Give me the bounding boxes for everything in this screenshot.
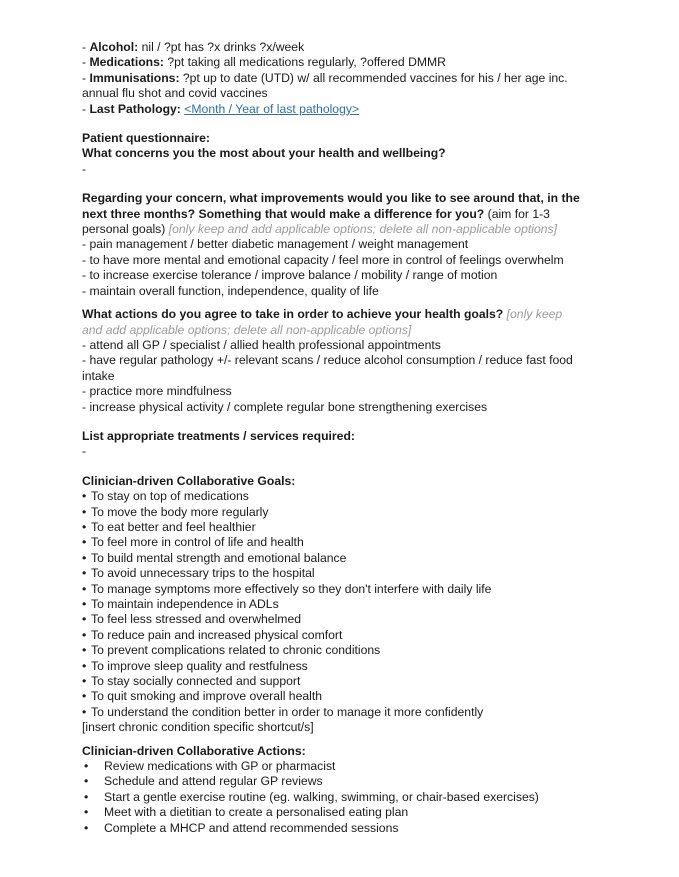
improve-option: - maintain overall function, independence, quality of life xyxy=(82,283,379,298)
bullet-icon: • xyxy=(82,504,87,519)
immunisations-cont: annual flu shot and covid vaccines xyxy=(82,86,268,101)
actions-note-1: [only keep xyxy=(503,307,563,322)
action-item: • Review medications with GP or pharmacist xyxy=(84,759,336,774)
actions-question: What actions do you agree to take in order to achieve your health goals? xyxy=(82,307,504,322)
goal-item: • To move the body more regularly xyxy=(82,504,269,519)
goals-heading: Clinician-driven Collaborative Goals: xyxy=(82,473,296,488)
medications-line: - Medications: ?pt taking all medications regularly, ?offered DMMR xyxy=(82,55,446,70)
improve-aim-1: (aim for 1-3 xyxy=(484,206,550,221)
bullet-icon: • xyxy=(82,643,87,658)
concern-question: What concerns you the most about your health and wellbeing? xyxy=(82,146,446,161)
actions-option: - practice more mindfulness xyxy=(82,384,232,399)
bullet-icon: • xyxy=(84,759,89,774)
bullet-icon: • xyxy=(82,612,87,627)
goal-item: • To stay socially connected and support xyxy=(82,674,301,689)
goal-item: • To stay on top of medications xyxy=(82,489,249,504)
improve-option: - to have more mental and emotional capacity / feel more in control of feelings overwhelm xyxy=(82,252,564,267)
action-item: • Start a gentle exercise routine (eg. walking, swimming, or chair-based exercises) xyxy=(84,789,539,804)
goal-item: • To feel more in control of life and health xyxy=(82,535,304,550)
pathology-line: - Last Pathology: <Month / Year of last pathology> xyxy=(82,101,360,116)
alcohol-line: - Alcohol: nil / ?pt has ?x drinks ?x/week xyxy=(82,40,305,54)
bullet-icon: • xyxy=(84,805,89,820)
improve-question-line-2 xyxy=(82,207,639,222)
bullet-icon: • xyxy=(84,820,89,835)
alcohol-value: nil / ?pt has ?x drinks ?x/week xyxy=(138,40,305,54)
bullet-icon: • xyxy=(82,550,87,565)
improve-aim-line xyxy=(82,222,639,237)
bullet-icon: • xyxy=(82,627,87,642)
action-item: • Meet with a dietitian to create a personalised eating plan xyxy=(84,805,409,820)
bullet-icon: • xyxy=(82,704,87,719)
improve-option: - to increase exercise tolerance / improve balance / mobility / range of motion xyxy=(82,268,498,283)
goal-item: • To eat better and feel healthier xyxy=(82,519,256,534)
actions-heading: Clinician-driven Collaborative Actions: xyxy=(82,743,306,758)
actions-option: - increase physical activity / complete regular bone strengthening exercises xyxy=(82,399,488,414)
bullet-icon: • xyxy=(84,774,89,789)
bullet-icon: • xyxy=(82,535,87,550)
goal-item: • To maintain independence in ADLs xyxy=(82,597,279,611)
goal-item: • To avoid unnecessary trips to the hospital xyxy=(82,566,315,581)
bullet-icon: • xyxy=(82,566,87,581)
bullet-icon: • xyxy=(82,519,87,534)
goal-item: • To build mental strength and emotional balance xyxy=(82,550,347,565)
improve-question-1: Regarding your concern, what improvements would you like to see around that, in the xyxy=(82,191,580,206)
action-item: • Complete a MHCP and attend recommended sessions xyxy=(84,820,399,835)
actions-list xyxy=(82,759,639,836)
goal-item: • To understand the condition better in order to manage it more confidently xyxy=(82,704,484,719)
medications-value: ?pt taking all medications regularly, ?offered DMMR xyxy=(163,55,446,70)
goals-list xyxy=(82,489,639,720)
improve-aim-2: personal goals) xyxy=(82,222,166,237)
immunisations-value: ?pt up to date (UTD) w/ all recommended vaccines for his / her age inc. xyxy=(179,70,568,85)
goal-item: • To manage symptoms more effectively so they don't interfere with daily life xyxy=(82,581,492,596)
treatments-answer: - xyxy=(82,444,87,459)
shortcut-placeholder: [insert chronic condition specific shortcut/s] xyxy=(82,720,314,735)
questionnaire-heading: Patient questionnaire: xyxy=(82,131,210,146)
goal-item: • To reduce pain and increased physical comfort xyxy=(82,627,343,642)
bullet-icon: • xyxy=(82,489,87,504)
treatments-heading: List appropriate treatments / services required: xyxy=(82,428,355,443)
alcohol-label: Alcohol: xyxy=(89,40,139,54)
concern-answer: - xyxy=(82,161,87,176)
immunisations-label: Immunisations: xyxy=(89,70,180,85)
pathology-label: Last Pathology: xyxy=(89,101,181,116)
bullet-icon: • xyxy=(82,674,87,689)
actions-note-2: and add applicable options; delete all non-applicable options] xyxy=(82,322,412,337)
improve-note: [only keep and add applicable options; delete all non-applicable options] xyxy=(165,222,557,237)
action-item: • Schedule and attend regular GP reviews xyxy=(84,774,323,789)
actions-option: intake xyxy=(82,368,115,383)
goal-item: • To quit smoking and improve overall health xyxy=(82,689,323,704)
actions-question-line xyxy=(82,307,639,322)
medications-label: Medications: xyxy=(89,55,164,70)
pathology-link[interactable]: <Month / Year of last pathology> xyxy=(184,101,360,116)
goal-item: • To feel less stressed and overwhelmed xyxy=(82,612,302,627)
bullet-icon: • xyxy=(82,658,87,673)
actions-option: - have regular pathology +/- relevant scans / reduce alcohol consumption / reduce fast food xyxy=(82,353,573,368)
improve-question-2: next three months? Something that would make a difference for you? xyxy=(82,206,485,221)
actions-option: - attend all GP / specialist / allied health professional appointments xyxy=(82,337,441,352)
immunisations-line: - Immunisations: ?pt up to date (UTD) w/ all recommended vaccines for his / her age inc. xyxy=(82,70,568,85)
bullet-icon: • xyxy=(82,581,87,596)
goal-item: • To improve sleep quality and restfulness xyxy=(82,658,308,673)
bullet-icon: • xyxy=(84,789,89,804)
goal-item: • To prevent complications related to chronic conditions xyxy=(82,643,381,658)
improve-option: - pain management / better diabetic management / weight management xyxy=(82,237,469,252)
bullet-icon: • xyxy=(82,689,87,704)
bullet-icon: • xyxy=(82,597,87,611)
